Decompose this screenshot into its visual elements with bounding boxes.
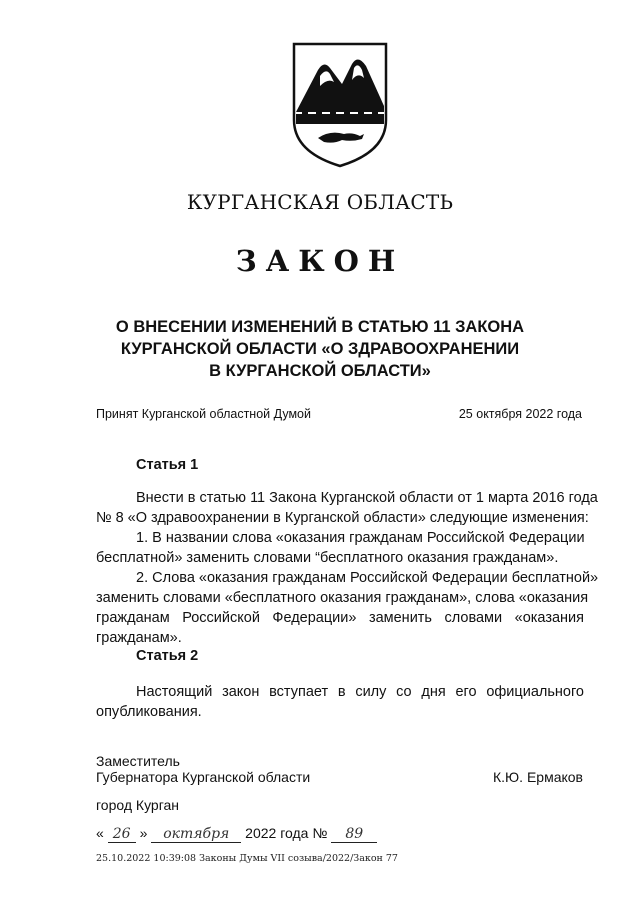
city: город Курган (96, 797, 180, 813)
article-line: гражданам Российской Федерации» заменить словами «оказания (96, 610, 584, 626)
article-2-text (96, 682, 584, 722)
article-line: 2. Слова «оказания гражданам Российской Федерации бесплатной» (136, 570, 599, 586)
article-line: бесплатной» заменить словами “бесплатного оказания гражданам». (96, 550, 559, 566)
handwritten-month: октября (151, 826, 241, 843)
article-line: опубликования. (96, 704, 202, 720)
coat-of-arms-icon (290, 40, 390, 170)
article-1-heading: Статья 1 (136, 457, 199, 473)
article-line: заменить словами «бесплатного оказания гражданам», слова «оказания (96, 590, 589, 606)
region-title: КУРГАНСКАЯ ОБЛАСТЬ (186, 190, 454, 214)
article-line: № 8 «О здравоохранении в Курганской области» следующие изменения: (96, 510, 589, 526)
handwritten-number: 89 (331, 826, 377, 843)
law-title-line: В КУРГАНСКОЙ ОБЛАСТИ» (209, 362, 431, 380)
document-type: ЗАКОН (235, 244, 405, 278)
adopted-date: 25 октября 2022 года (458, 407, 582, 421)
close-quote: » (139, 825, 148, 841)
adopted-by: Принят Курганской областной Думой (96, 407, 311, 421)
handwritten-day: 26 (108, 826, 136, 843)
signer-position: Губернатора Курганской области (96, 769, 311, 785)
article-line: Настоящий закон вступает в силу со дня его официального (136, 684, 584, 700)
signer-position: Заместитель (96, 753, 180, 769)
law-title-line: КУРГАНСКОЙ ОБЛАСТИ «О ЗДРАВООХРАНЕНИИ (120, 340, 520, 358)
article-line: Внести в статью 11 Закона Курганской области от 1 марта 2016 года (136, 490, 598, 506)
footer-stamp: 25.10.2022 10:39:08 Законы Думы VII созыва/2022/Закон 77 (96, 853, 398, 864)
open-quote: « (96, 825, 104, 841)
article-line: гражданам». (96, 630, 182, 646)
registration-line (96, 825, 377, 843)
signer-name: К.Ю. Ермаков (492, 769, 583, 785)
article-2-heading: Статья 2 (136, 648, 199, 664)
article-line: 1. В названии слова «оказания гражданам Российской Федерации (136, 530, 585, 546)
law-title-line: О ВНЕСЕНИИ ИЗМЕНЕНИЙ В СТАТЬЮ 11 ЗАКОНА (115, 318, 525, 336)
article-1-text (96, 488, 599, 648)
registration-year: 2022 года № (245, 825, 328, 841)
coat-of-arms-emblem (290, 40, 390, 170)
